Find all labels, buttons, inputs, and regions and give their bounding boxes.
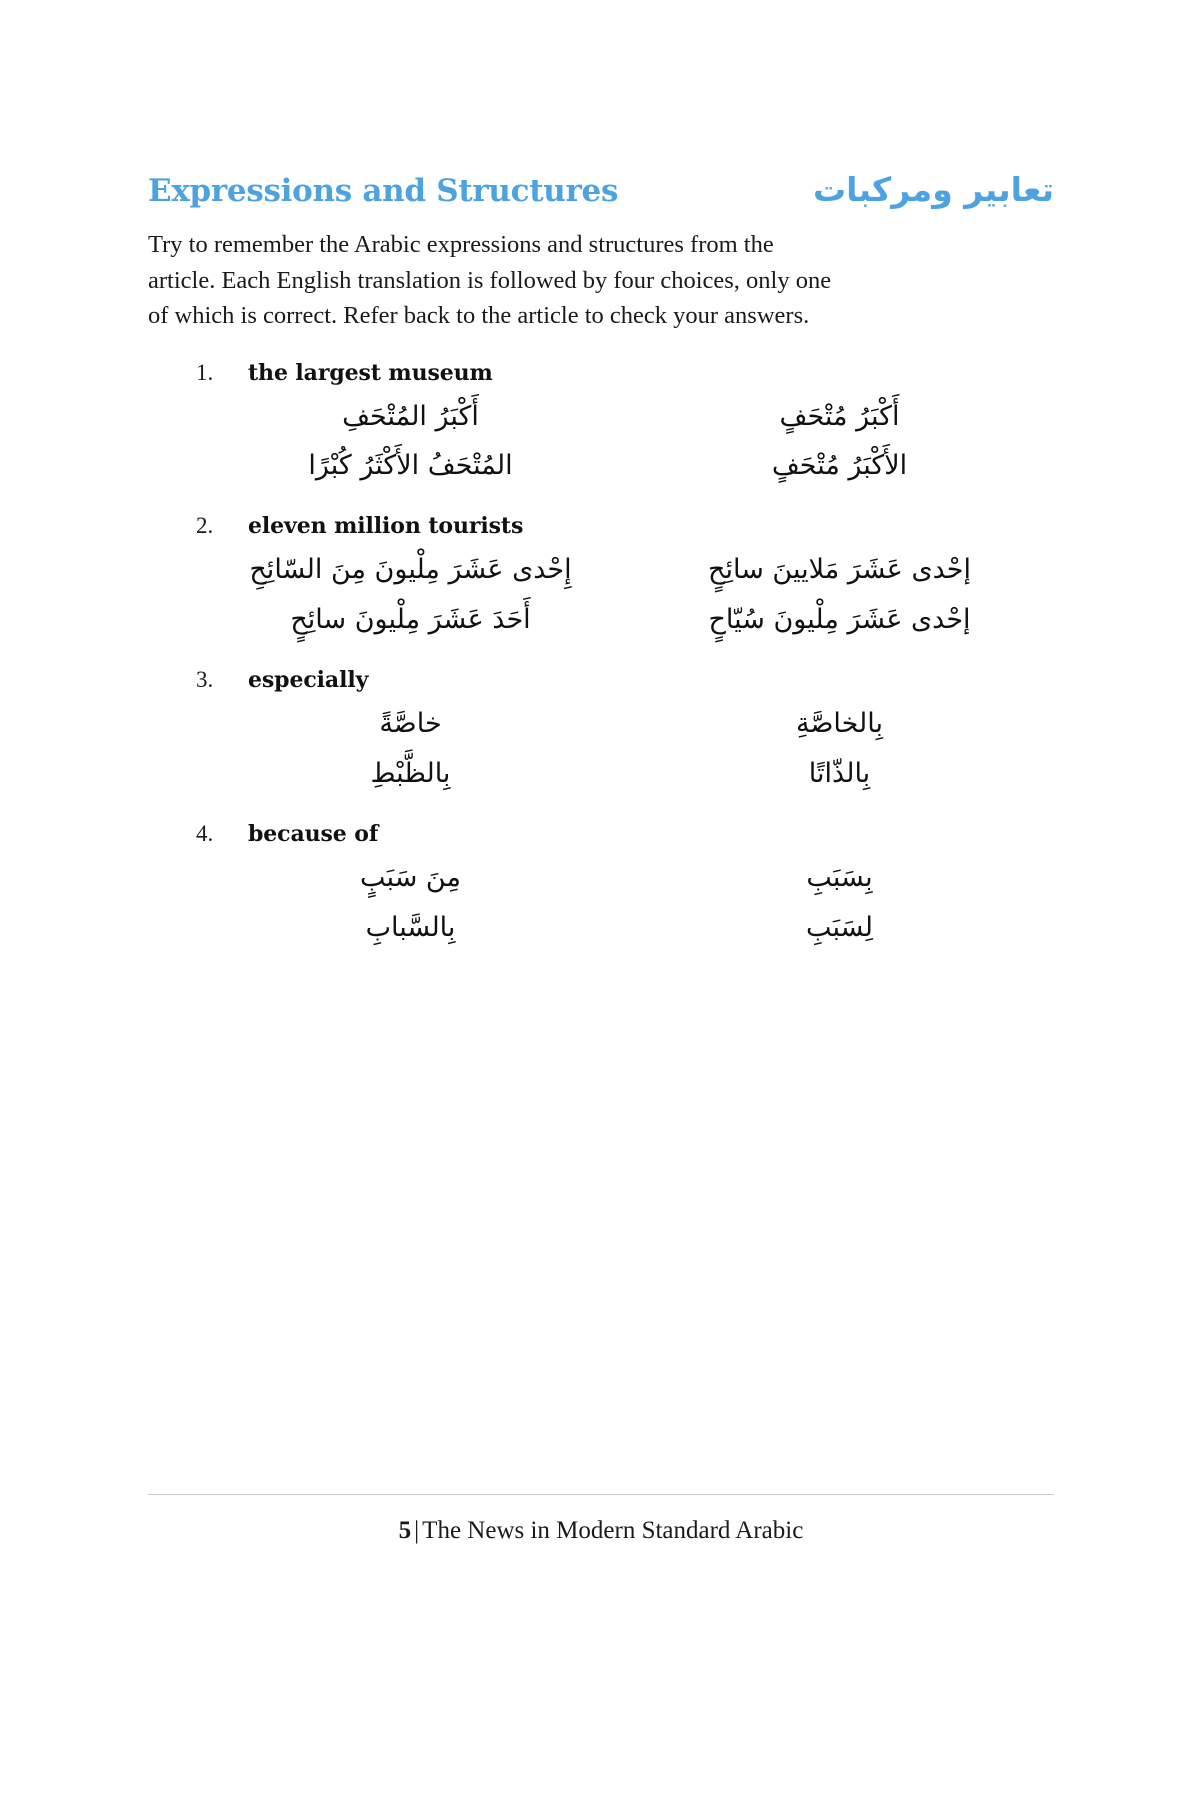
answer-choice[interactable]: خاصَّةً	[379, 708, 442, 740]
choice-row	[196, 392, 1054, 442]
page-title: Expressions and Structures	[148, 173, 619, 209]
instructions-paragraph	[148, 227, 1050, 334]
choice-row	[196, 749, 1054, 799]
choice-row	[196, 441, 1054, 491]
book-title: The News in Modern Standard Arabic	[422, 1517, 804, 1544]
answer-choice[interactable]: أَكْبَرُ مُتْحَفٍ	[779, 400, 900, 432]
question-heading	[196, 513, 1054, 539]
answer-choice[interactable]: بِالظَّبْطِ	[370, 758, 451, 790]
question-item	[148, 513, 1054, 645]
choice-row	[196, 545, 1054, 595]
question-prompt: because of	[248, 821, 379, 848]
answer-choice[interactable]: إِحْدى عَشَرَ مِلْيونَ مِنَ السّائِحِ	[249, 554, 572, 586]
question-heading	[196, 821, 1054, 847]
page-footer	[148, 1494, 1054, 1545]
choice-row	[196, 699, 1054, 749]
footer-separator: |	[414, 1517, 420, 1544]
choice-row	[196, 903, 1054, 953]
answer-choice[interactable]: لِسَبَبِ	[806, 912, 873, 944]
instructions-line-2: article. Each English translation is followed by four choices, only one	[148, 266, 832, 294]
question-prompt: the largest museum	[248, 359, 493, 386]
answer-choice[interactable]: بِسَبَبِ	[806, 862, 873, 894]
footer-divider	[148, 1494, 1054, 1495]
answer-choice[interactable]: بِالذّاتًا	[808, 758, 871, 790]
answer-choice[interactable]: مِنَ سَبَبٍ	[360, 862, 461, 894]
answer-choice[interactable]: أَحَدَ عَشَرَ مِلْيونَ سائِحٍ	[290, 604, 531, 636]
question-prompt: eleven million tourists	[248, 513, 524, 540]
answer-choices	[196, 392, 1054, 492]
question-prompt: especially	[248, 667, 369, 694]
answer-choice[interactable]: إحْدى عَشَرَ مَلايينَ سائِحٍ	[708, 554, 971, 586]
question-number: 4.	[196, 821, 214, 847]
answer-choices	[196, 699, 1054, 799]
questions-list	[148, 360, 1054, 954]
page-content	[148, 172, 1054, 975]
instructions-line-3: of which is correct. Refer back to the article to check your answers.	[148, 302, 810, 330]
question-number: 1.	[196, 359, 214, 385]
question-item	[148, 360, 1054, 492]
section-header	[148, 172, 1054, 209]
answer-choice[interactable]: بِالخاصَّةِ	[795, 708, 884, 740]
question-number: 2.	[196, 513, 214, 539]
instructions-line-1: Try to remember the Arabic expressions and structures from the	[148, 231, 774, 258]
choice-row	[196, 853, 1054, 903]
answer-choice[interactable]: المُتْحَفُ الأَكْثَرُ كُبْرًا	[308, 450, 513, 482]
answer-choices	[196, 853, 1054, 953]
page-title-arabic: تعابير ومركبات	[813, 170, 1054, 209]
question-heading	[196, 360, 1054, 386]
answer-choice[interactable]: بِالسَّبابِ	[365, 912, 456, 944]
answer-choices	[196, 545, 1054, 645]
question-number: 3.	[196, 667, 214, 693]
question-item	[148, 667, 1054, 799]
answer-choice[interactable]: إحْدى عَشَرَ مِلْيونَ سُيّاحٍ	[708, 604, 971, 636]
question-item	[148, 821, 1054, 953]
answer-choice[interactable]: الأَكْبَرُ مُتْحَفٍ	[771, 450, 908, 482]
answer-choice[interactable]: أَكْبَرُ المُتْحَفِ	[342, 400, 479, 432]
page-number: 5	[398, 1517, 412, 1544]
choice-row	[196, 595, 1054, 645]
footer-content	[148, 1517, 1054, 1545]
question-heading	[196, 667, 1054, 693]
